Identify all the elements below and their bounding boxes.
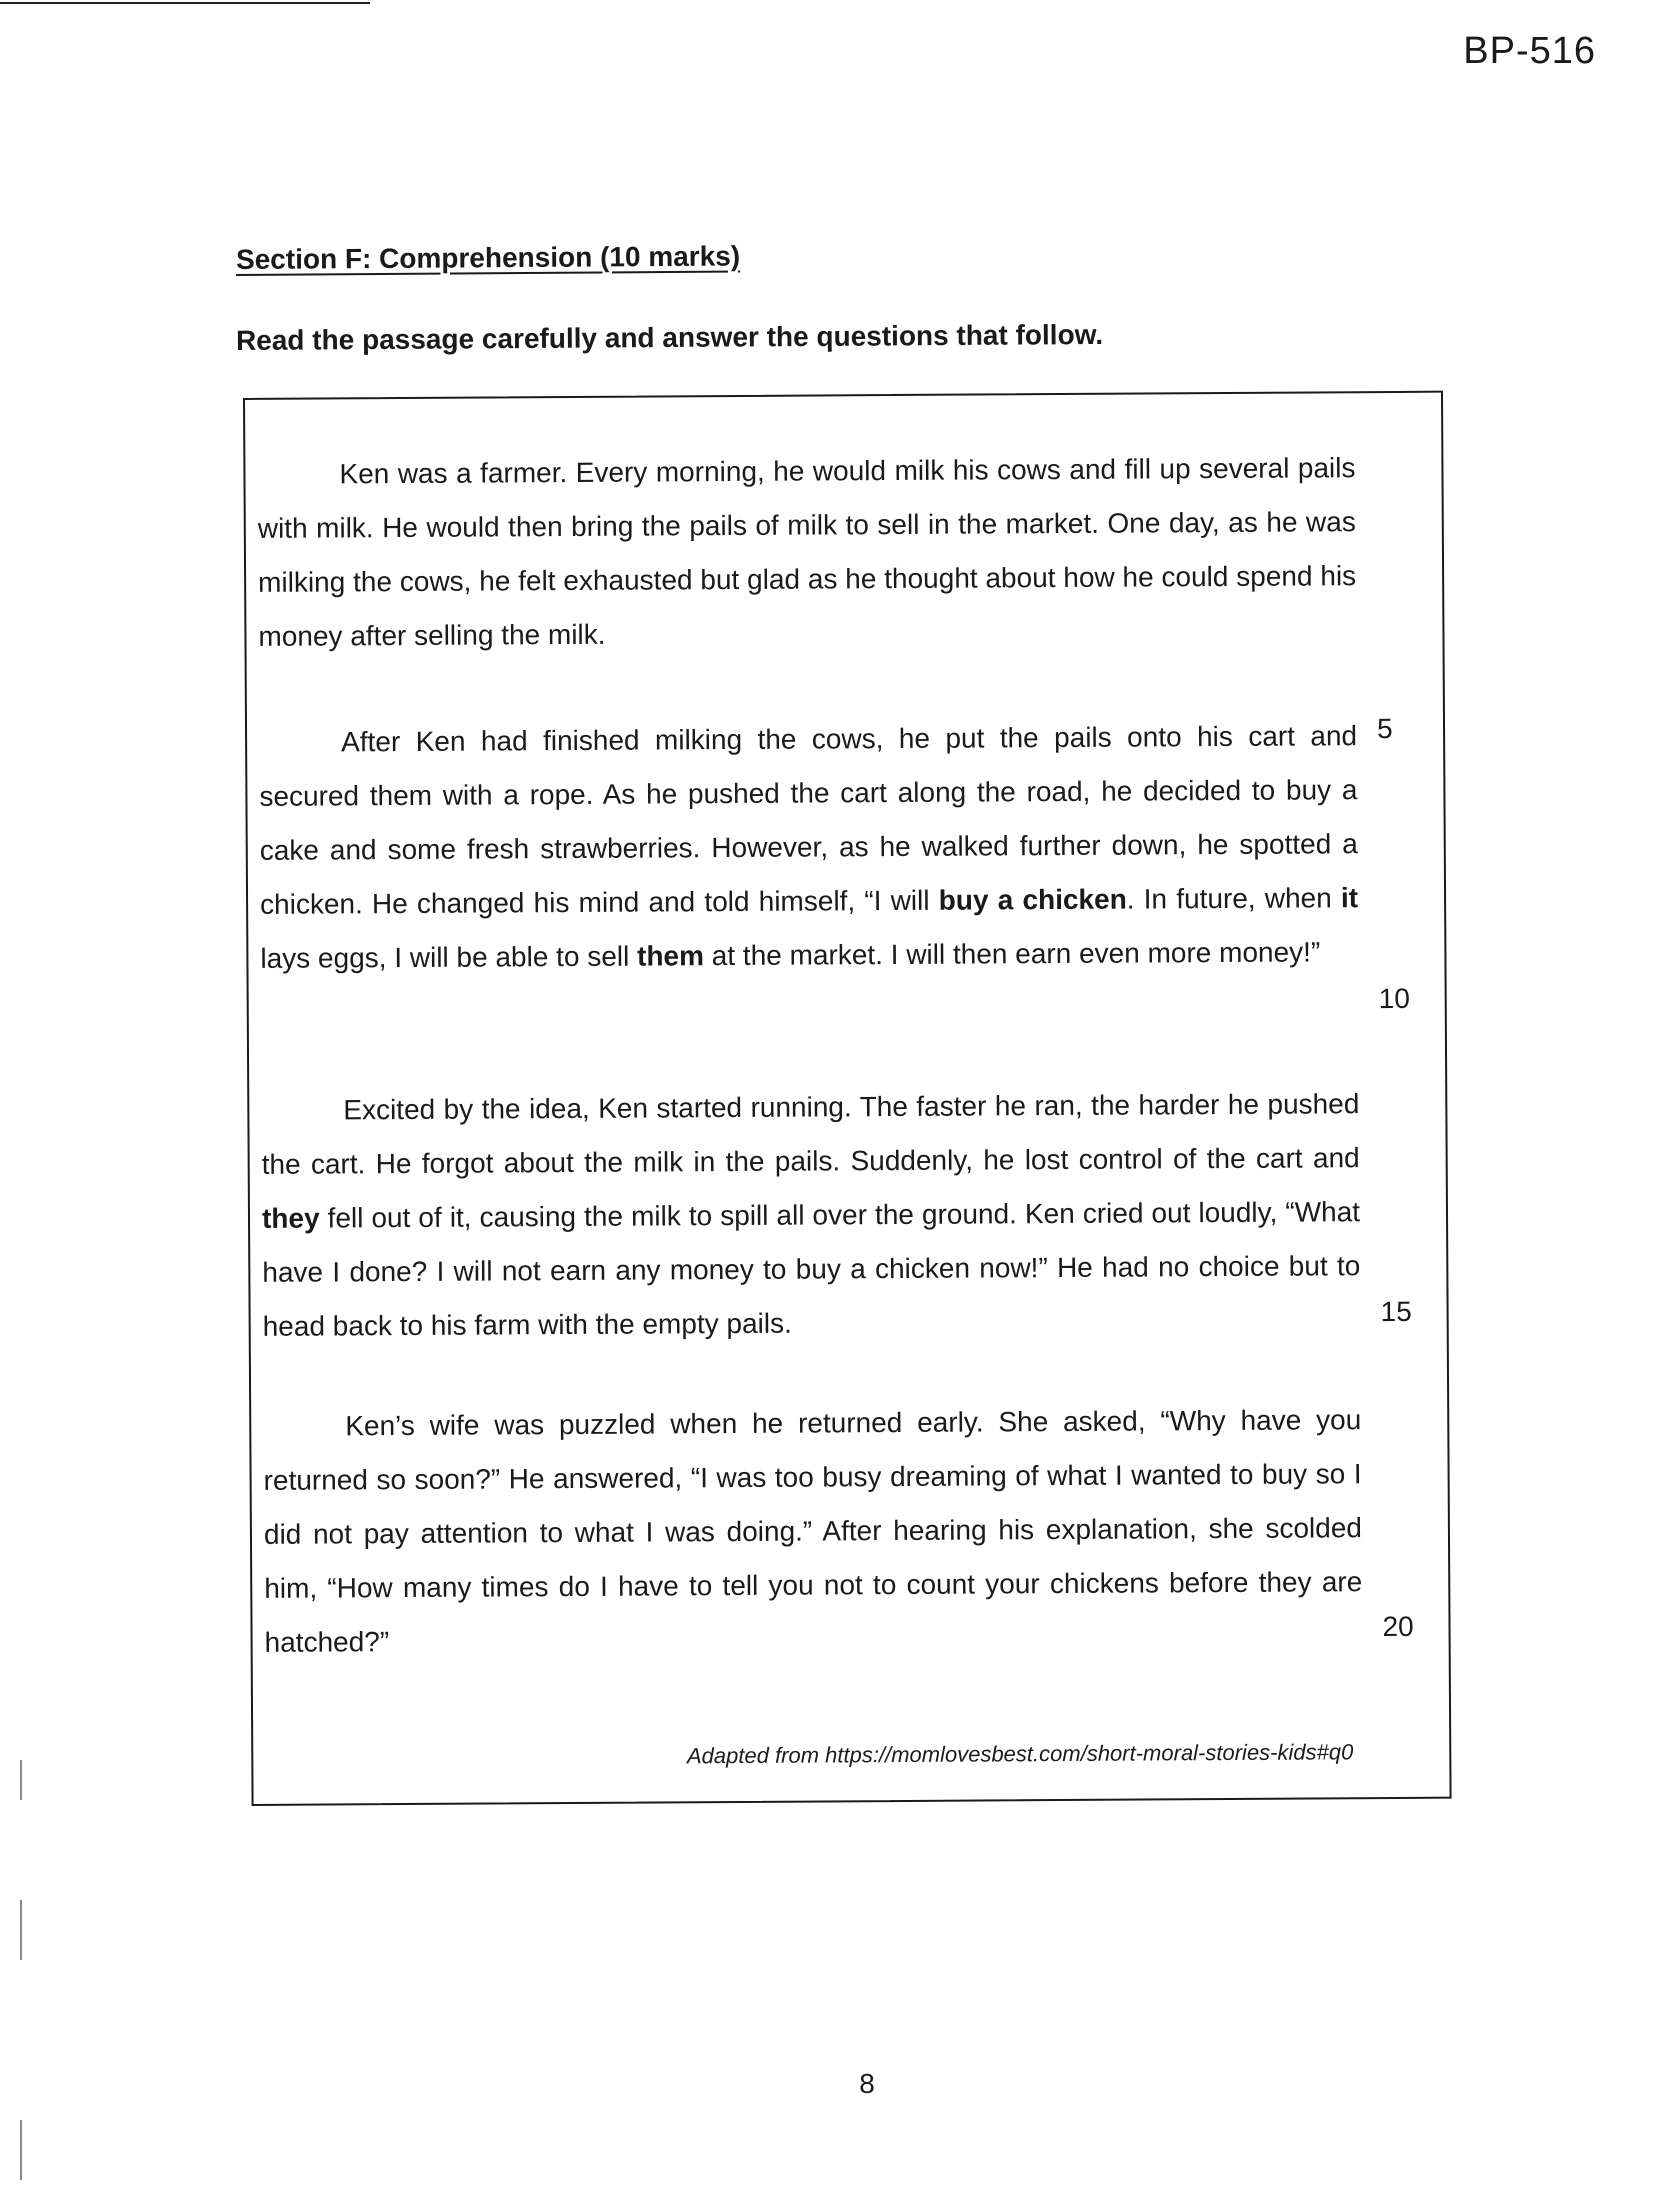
paragraph-3-start: Excited by the idea, Ken started running. The faster he ran, the harder he pushed the cart. He forgot about the milk in the pails. Suddenly, he lost control of the cart and	[261, 1088, 1360, 1180]
scan-margin-mark	[20, 1760, 22, 1800]
source-citation: Adapted from https://momlovesbest.com/short-moral-stories-kids#q0	[686, 1739, 1354, 1769]
document-code: BP-516	[1463, 30, 1596, 72]
section-heading: Section F: Comprehension (10 marks)	[235, 240, 741, 275]
line-number-20: 20	[1382, 1610, 1414, 1643]
line-number-5: 5	[1376, 712, 1393, 745]
paragraph-2-end: at the market. I will then earn even more money!”	[703, 936, 1321, 972]
bold-word-they: they	[261, 1202, 320, 1234]
passage-box	[243, 391, 1452, 1806]
passage-paragraph-3	[261, 1077, 1361, 1354]
line-number-15: 15	[1380, 1295, 1412, 1328]
top-rule	[0, 2, 370, 4]
line-number-10: 10	[1378, 982, 1410, 1015]
passage-paragraph-2	[259, 709, 1359, 986]
paragraph-2-middle-1: . In future, when	[1126, 882, 1342, 915]
bold-word-them: them	[636, 940, 705, 972]
scan-margin-mark	[20, 2120, 22, 2180]
passage-paragraph-1: Ken was a farmer. Every morning, he would milk his cows and fill up several pails with milk. He would then bring the pails of milk to sell in the market. One day, as he was milking the cows, he felt exhausted but glad as he thought about how he could spend his money after selling the milk.	[257, 452, 1357, 652]
scan-margin-mark	[20, 1900, 22, 1960]
page-number: 8	[859, 2068, 875, 2099]
paragraph-2-start: After Ken had finished milking the cows, he put the pails onto his cart and secured them with a rope. As he pushed the cart along the road, he decided to buy a cake and some fresh strawberries. However, as he walked further down, he spotted a chicken. He changed his mind and told himself, “I will	[259, 720, 1358, 920]
paragraph-2-middle-2: lays eggs, I will be able to sell	[260, 940, 638, 974]
instructions: Read the passage carefully and answer the questions that follow.	[235, 318, 1104, 356]
bold-phrase-buy-a-chicken: buy a chicken	[938, 883, 1127, 916]
bold-word-it: it	[1340, 882, 1359, 914]
paragraph-3-end: fell out of it, causing the milk to spill all over the ground. Ken cried out loudly, “What have I done? I will not earn any money to buy a chicken now!” He had no choice but to head back to his farm with the empty pails.	[262, 1196, 1361, 1342]
passage-paragraph-4: Ken’s wife was puzzled when he returned early. She asked, “Why have you returned so soon?” He answered, “I was too busy dreaming of what I wanted to buy so I did not pay attention to what I was doing.” After hearing his explanation, she scolded him, “How many times do I have to tell you not to count your chickens before they are hatched?”	[263, 1404, 1363, 1658]
